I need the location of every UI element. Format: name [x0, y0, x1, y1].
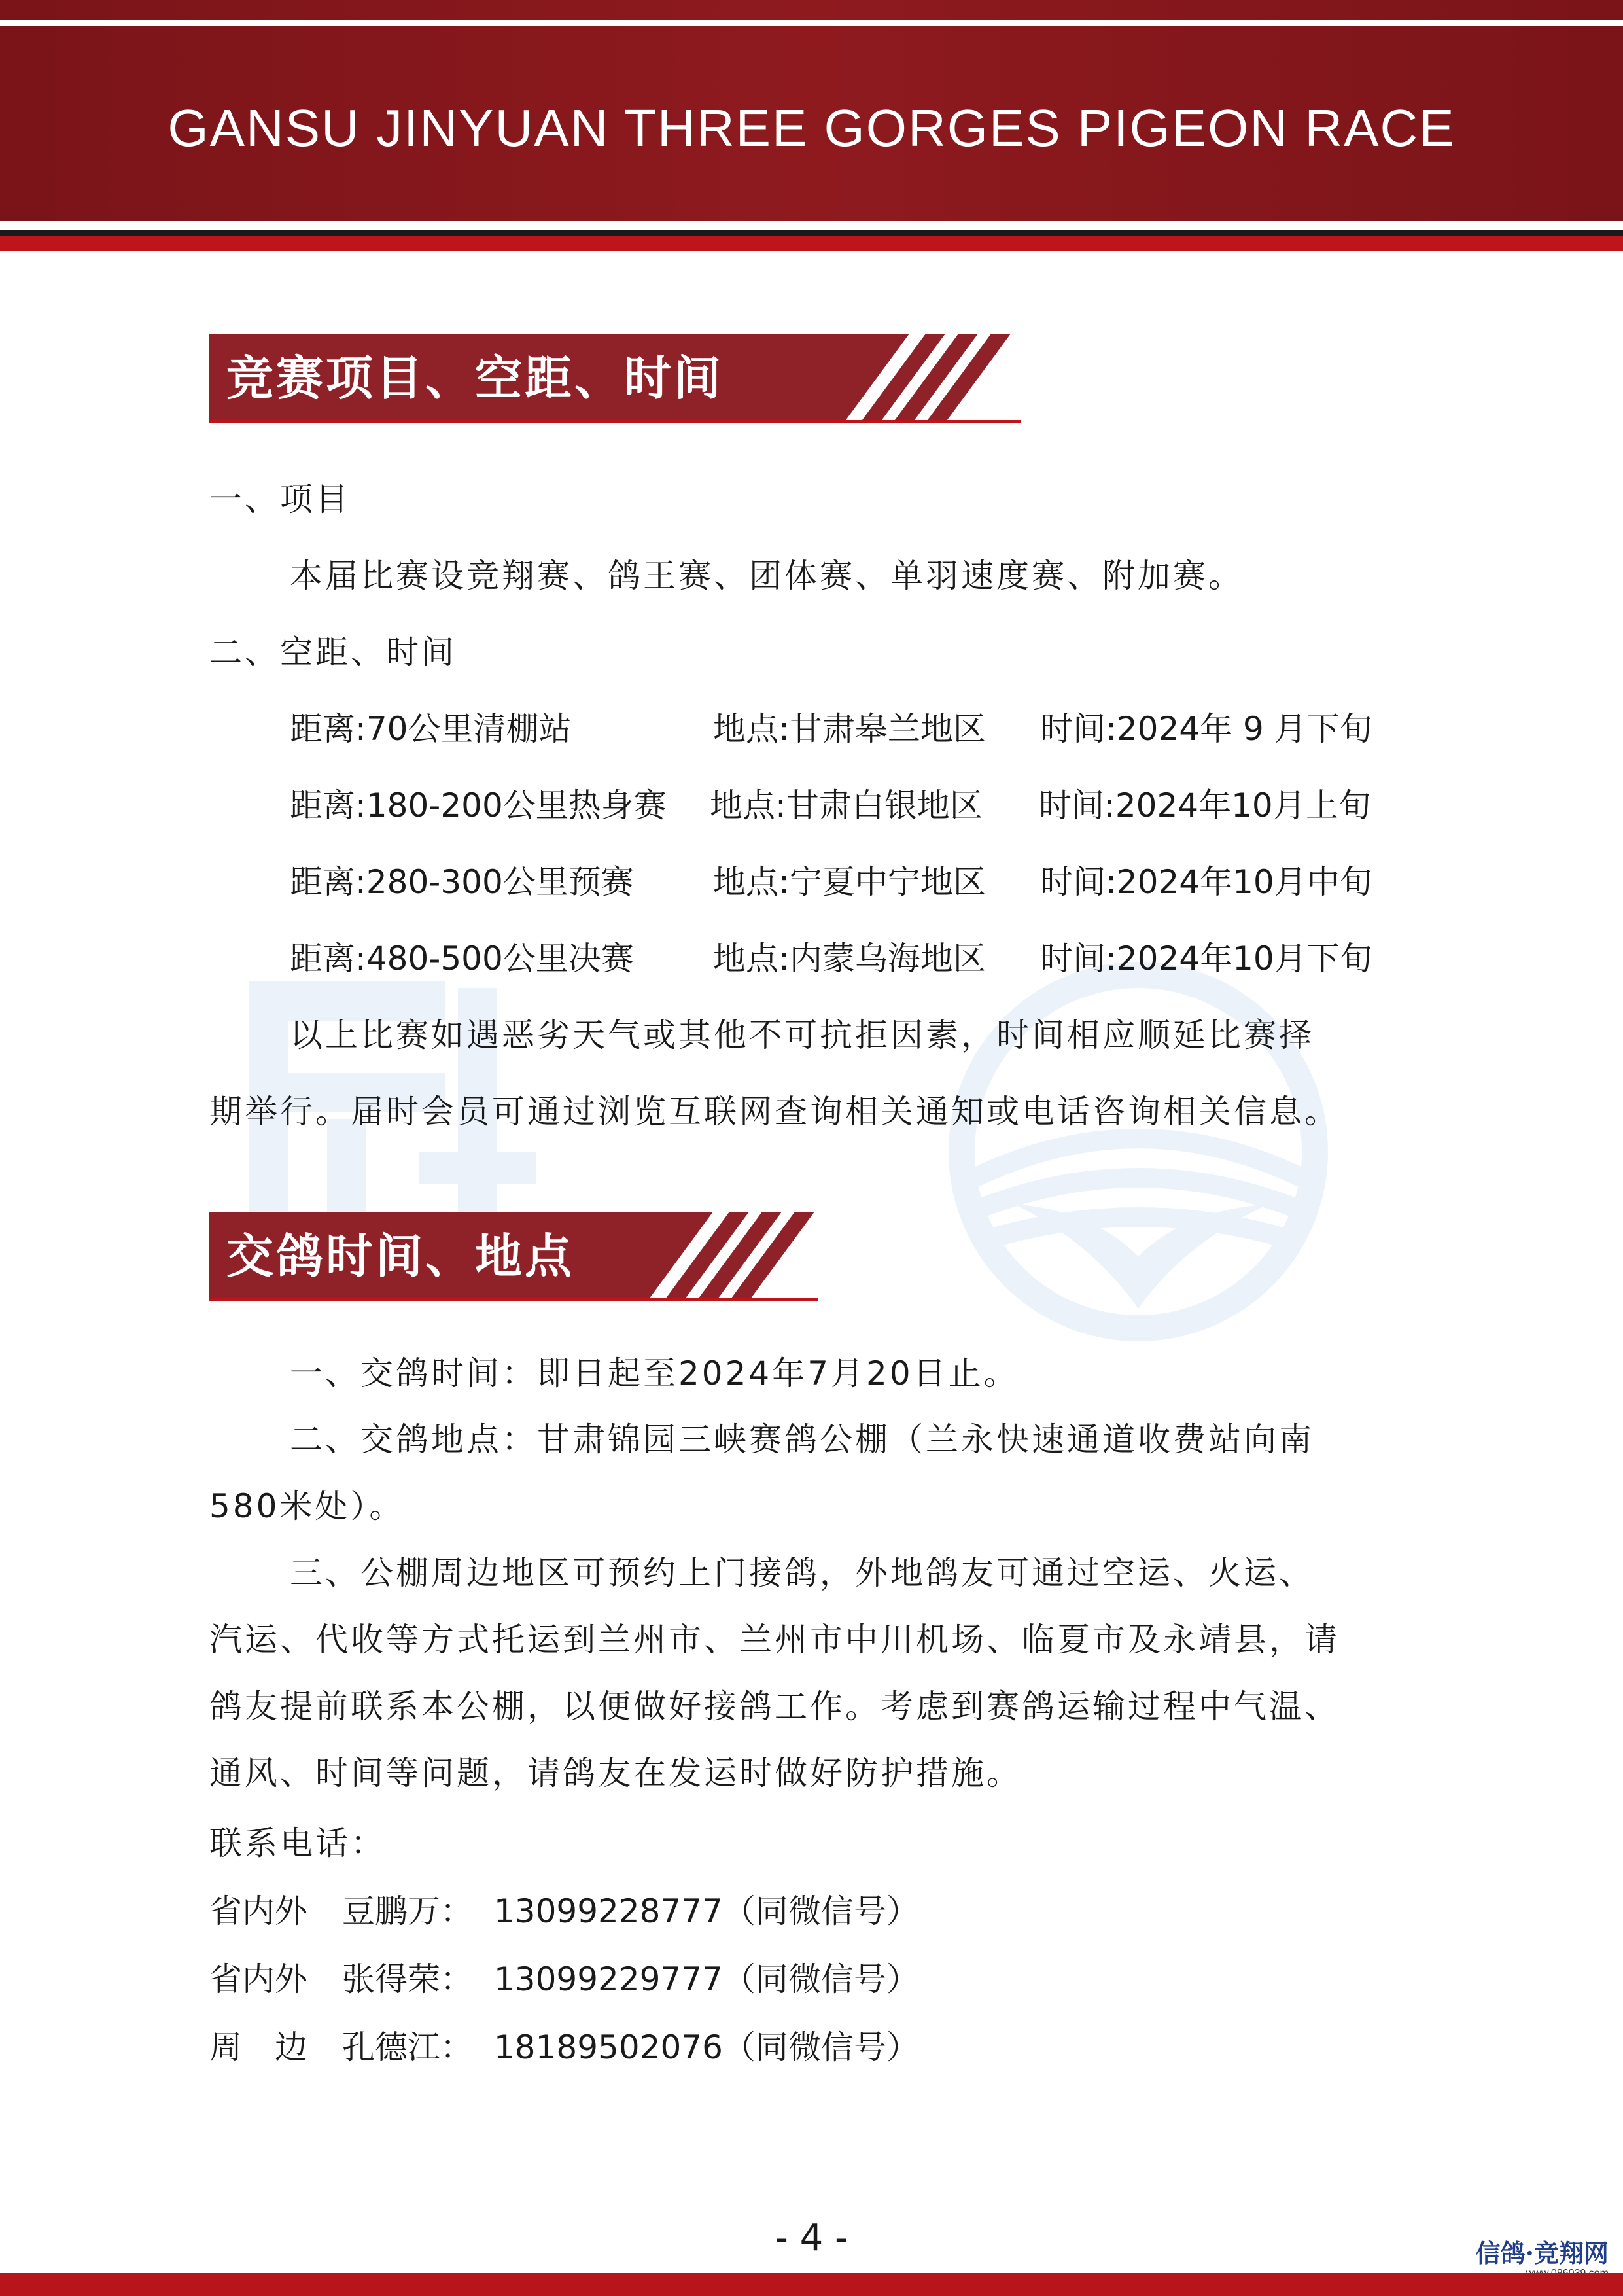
transport-line-2: 汽运、代收等方式托运到兰州市、兰州市中川机场、临夏市及永靖县，请	[209, 1621, 1340, 1659]
item1-text: 本届比赛设竞翔赛、鸽王赛、团体赛、单羽速度赛、附加赛。	[290, 557, 1244, 595]
contact-phone: 13099229777（同微信号）	[494, 1960, 919, 1998]
header-divider-red	[0, 236, 1623, 251]
section-banner-events	[209, 334, 1021, 423]
schedule-distance: 距离:70公里清棚站	[290, 710, 572, 748]
page-number: - 4 -	[775, 2217, 848, 2259]
contact-label: 联系电话：	[209, 1824, 386, 1862]
schedule-distance: 距离:180-200公里热身赛	[290, 786, 667, 824]
delivery-location-line-1: 二、交鸽地点：甘肃锦园三峡赛鸽公棚（兰永快速通道收费站向南	[290, 1421, 1314, 1458]
schedule-location: 地点:宁夏中宁地区	[713, 863, 986, 901]
footer-bar	[0, 2273, 1623, 2296]
note-line-2: 期举行。届时会员可通过浏览互联网查询相关通知或电话咨询相关信息。	[209, 1093, 1340, 1131]
schedule-location: 地点:甘肃白银地区	[710, 786, 983, 824]
schedule-location: 地点:甘肃皋兰地区	[713, 710, 986, 748]
section-banner-delivery	[209, 1212, 818, 1301]
header-divider-dark	[0, 230, 1623, 236]
header-title: GANSU JINYUAN THREE GORGES PIGEON RACE	[167, 99, 1456, 157]
item1-heading: 一、项目	[209, 480, 351, 518]
schedule-time: 时间:2024年10月上旬	[1039, 786, 1371, 824]
delivery-time: 一、交鸽时间：即日起至2024年7月20日止。	[290, 1354, 1019, 1392]
contact-name: 豆鹏万：	[342, 1892, 473, 1930]
transport-line-4: 通风、时间等问题，请鸽友在发运时做好防护措施。	[209, 1754, 1022, 1792]
schedule-time: 时间:2024年 9 月下旬	[1040, 710, 1372, 748]
site-logo-text: 信鸽·竞翔网	[1475, 2238, 1609, 2268]
transport-line-3: 鸽友提前联系本公棚，以便做好接鸽工作。考虑到赛鸽运输过程中气温、	[209, 1687, 1340, 1725]
schedule-location: 地点:内蒙乌海地区	[713, 940, 986, 978]
schedule-time: 时间:2024年10月下旬	[1040, 940, 1372, 978]
contact-phone: 18189502076（同微信号）	[494, 2028, 919, 2066]
contact-name: 张得荣：	[342, 1960, 473, 1998]
transport-line-1: 三、公棚周边地区可预约上门接鸽，外地鸽友可通过空运、火运、	[290, 1554, 1314, 1592]
schedule-distance: 距离:280-300公里预赛	[290, 863, 634, 901]
section-title-events: 竞赛项目、空距、时间	[226, 351, 724, 406]
header-divider-white	[0, 221, 1623, 230]
section-title-delivery: 交鸽时间、地点	[226, 1229, 575, 1284]
schedule-time: 时间:2024年10月中旬	[1040, 863, 1372, 901]
delivery-location-line-2: 580米处）。	[209, 1487, 405, 1525]
contact-region: 省内外	[209, 1892, 307, 1930]
contact-region: 省内外	[209, 1960, 307, 1998]
contact-phone: 13099228777（同微信号）	[494, 1892, 919, 1930]
schedule-distance: 距离:480-500公里决赛	[290, 940, 634, 978]
contact-region: 周 边	[209, 2028, 307, 2066]
item2-heading: 二、空距、时间	[209, 633, 457, 671]
contact-name: 孔德江：	[342, 2028, 473, 2066]
note-line-1: 以上比赛如遇恶劣天气或其他不可抗拒因素，时间相应顺延比赛择	[290, 1016, 1314, 1054]
header-top-stripe	[0, 20, 1623, 26]
